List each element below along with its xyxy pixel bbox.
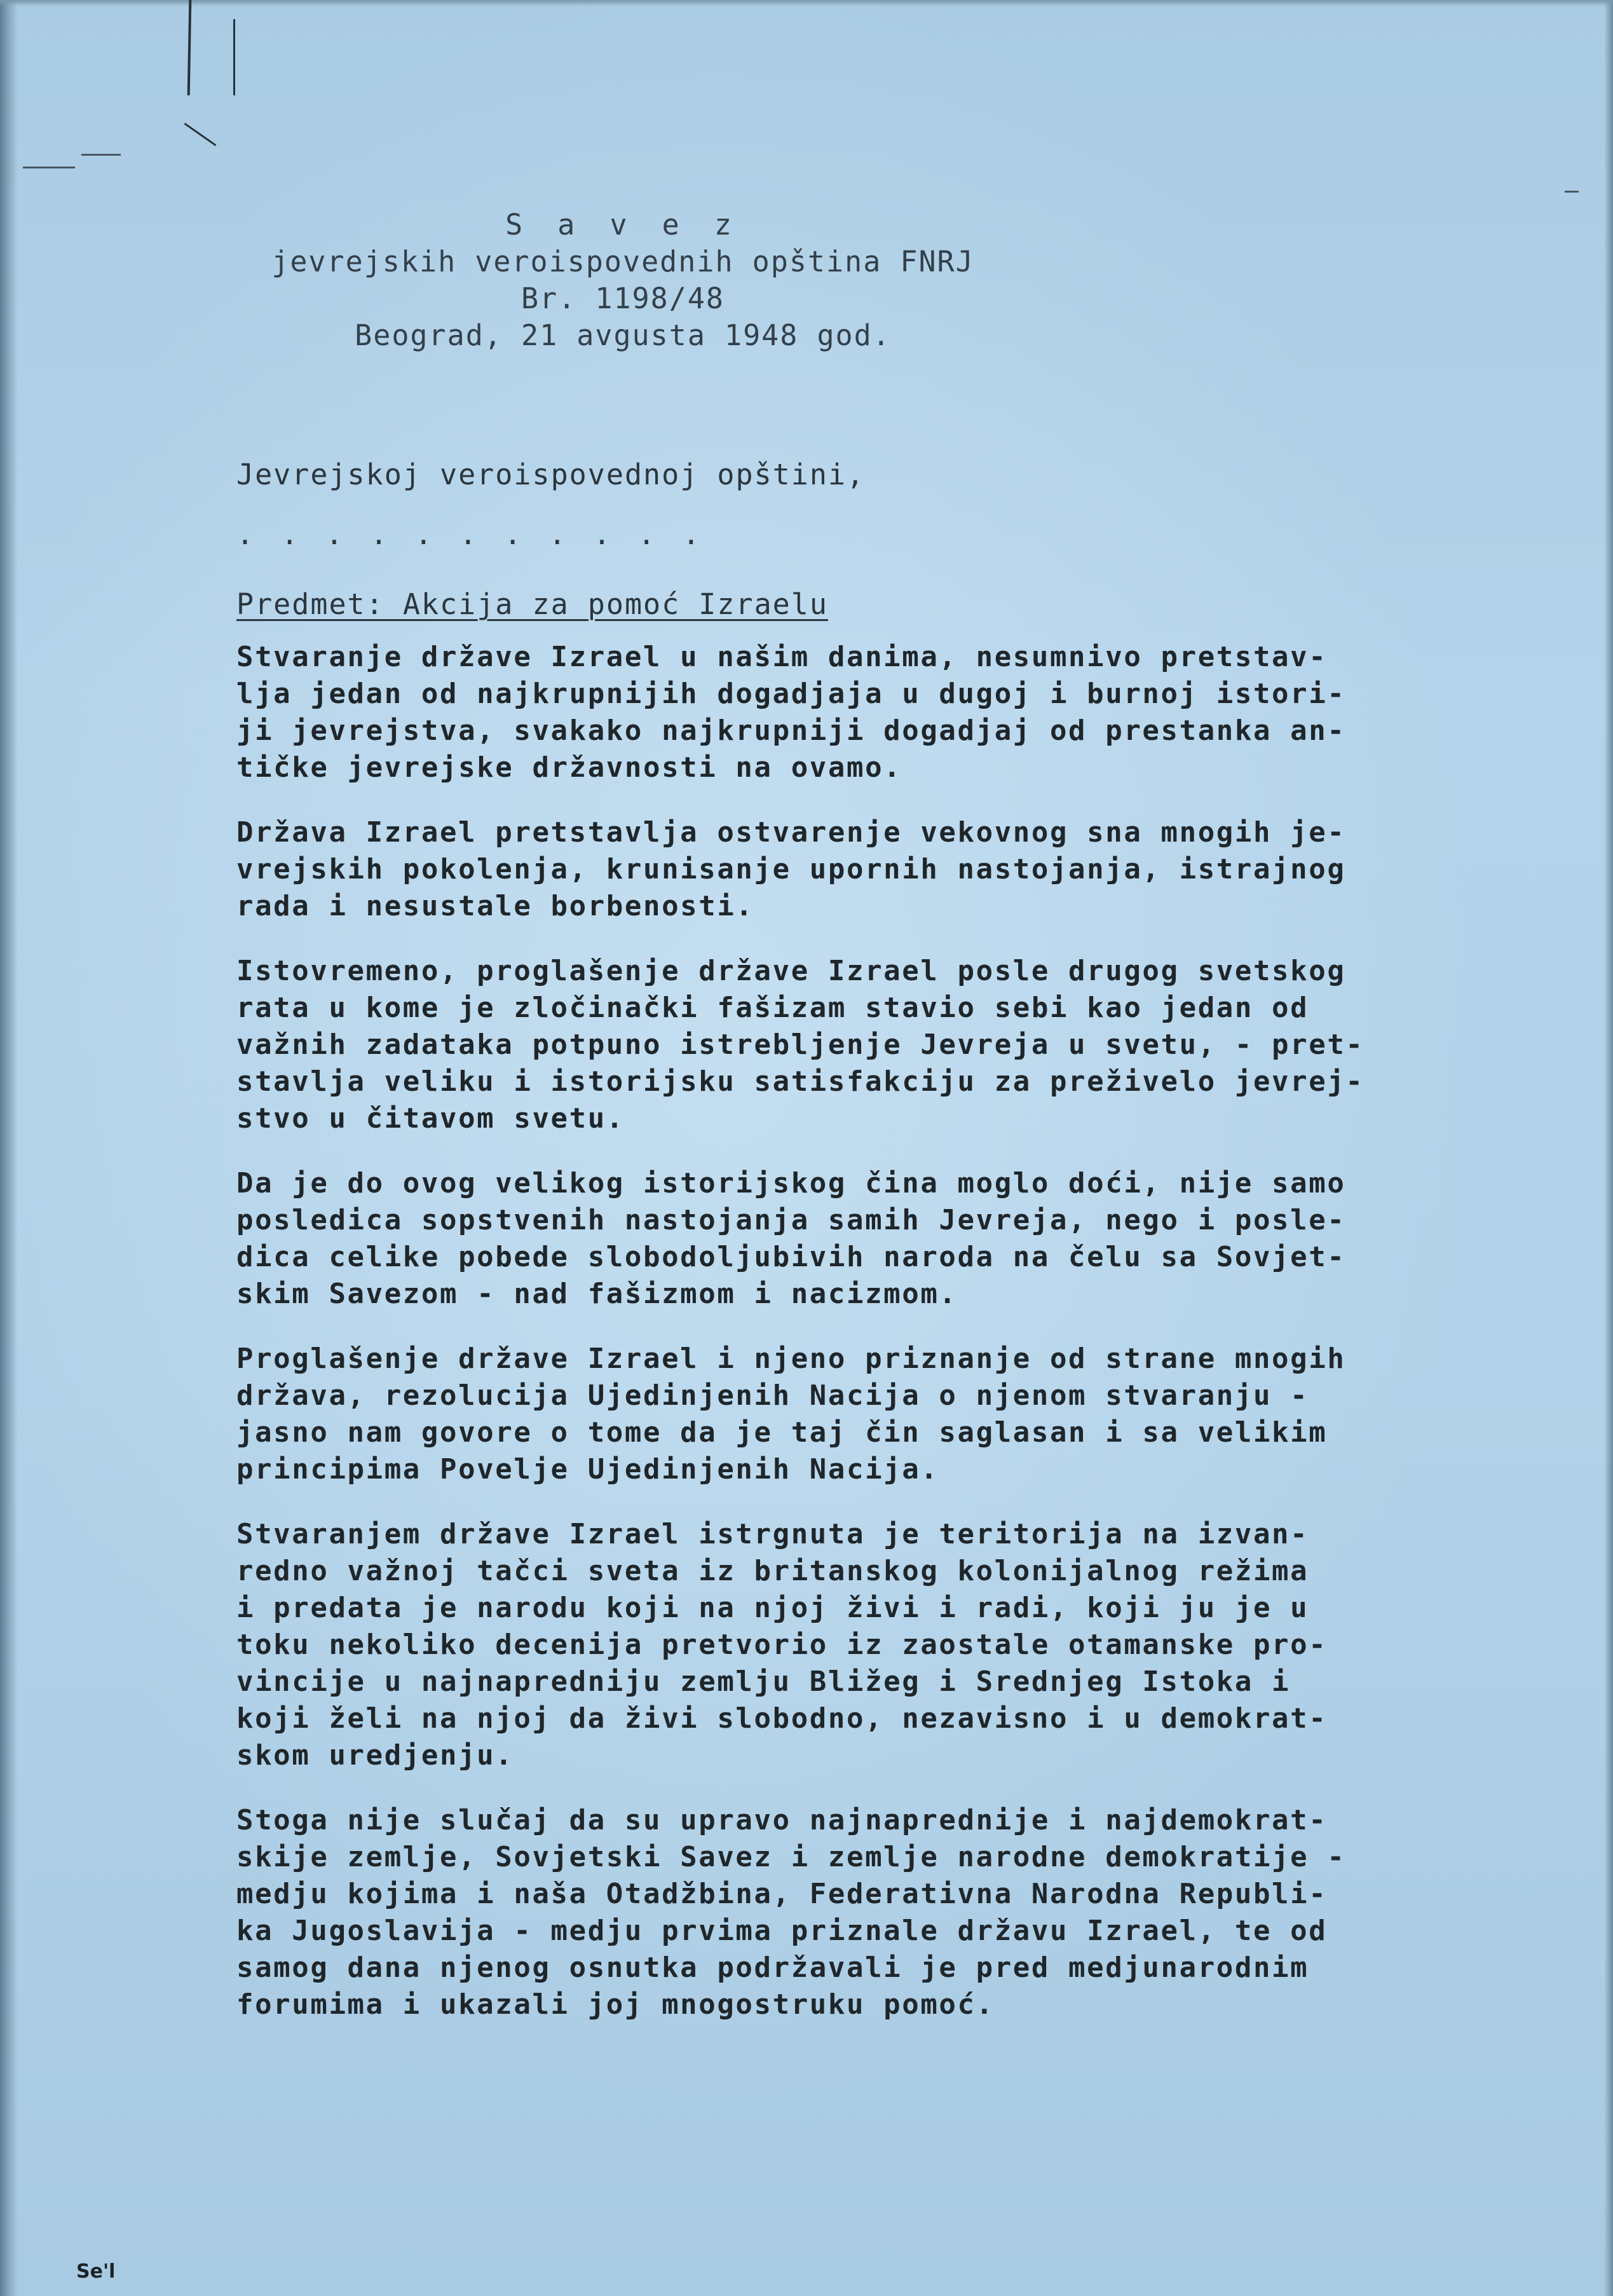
letter-header [0, 207, 1246, 354]
paragraph-1 [236, 639, 1444, 786]
paragraph-line: važnih zadataka potpuno istrebljenje Jevreja u svetu, - pret- [236, 1028, 1365, 1061]
scan-top-edge [0, 0, 1613, 6]
paragraph-line: stvo u čitavom svetu. [236, 1102, 625, 1135]
paragraph-line: skom uredjenju. [236, 1739, 514, 1772]
paragraph-line: Istovremeno, proglašenje države Izrael posle drugog svetskog [236, 955, 1346, 987]
paragraph-line: dica celike pobede slobodoljubivih naroda na čelu sa Sovjet- [236, 1241, 1346, 1273]
paragraph-line: forumima i ukazali joj mnogostruku pomoć. [236, 1988, 995, 2021]
paragraph-line: vincije u najnapredniju zemlju Bližeg i Srednjeg Istoka i [236, 1665, 1291, 1698]
scan-right-edge [1604, 0, 1613, 2296]
paragraph-line: stavlja veliku i istorijsku satisfakciju za preživelo jevrej- [236, 1065, 1365, 1098]
pencil-mark-dash-2 [81, 154, 121, 156]
subject-line: Predmet: Akcija za pomoć Izraelu [236, 587, 828, 621]
paragraph-line: vrejskih pokolenja, krunisanje upornih nastojanja, istrajnog [236, 853, 1346, 885]
paragraph-6 [236, 1516, 1444, 1774]
paragraph-line: lja jedan od najkrupnijih dogadjaja u dugoj i burnoj istori- [236, 678, 1346, 710]
paragraph-line: tičke jevrejske državnosti na ovamo. [236, 751, 902, 784]
paragraph-7 [236, 1802, 1444, 2023]
paragraph-line: država, rezolucija Ujedinjenih Nacija o njenom stvaranju - [236, 1379, 1309, 1412]
paragraph-line: skim Savezom - nad fašizmom i nacizmom. [236, 1278, 958, 1310]
paragraph-line: toku nekoliko decenija pretvorio iz zaostale otamanske pro- [236, 1629, 1328, 1661]
paragraph-4 [236, 1165, 1444, 1313]
paragraph-line: rada i nesustale borbenosti. [236, 890, 754, 922]
pencil-mark-right [1565, 191, 1579, 193]
header-organization-name: jevrejskih veroispovednih opština FNRJ [271, 245, 974, 278]
header-reference-number: Br. 1198/48 [521, 282, 725, 315]
header-organization-title: S a v e z [505, 208, 740, 242]
paragraph-line: samog dana njenog osnutka podržavali je pred medjunarodnim [236, 1951, 1309, 1984]
paragraph-line: Stvaranjem države Izrael istrgnuta je teritorija na izvan- [236, 1518, 1309, 1550]
paragraph-line: Proglašenje države Izrael i njeno priznanje od strane mnogih [236, 1343, 1346, 1375]
paragraph-line: ji jevrejstva, svakako najkrupniji dogadjaj od prestanka an- [236, 714, 1346, 747]
paragraph-line: redno važnoj tačci sveta iz britanskog kolonijalnog režima [236, 1555, 1309, 1587]
paragraph-line: medju kojima i naša Otadžbina, Federativna Narodna Republi- [236, 1878, 1328, 1910]
header-place-date: Beograd, 21 avgusta 1948 god. [355, 318, 891, 352]
paragraph-line: Da je do ovog velikog istorijskog čina moglo doći, nije samo [236, 1167, 1346, 1199]
paragraph-line: jasno nam govore o tome da je taj čin saglasan i sa velikim [236, 1416, 1328, 1449]
paragraph-line: Država Izrael pretstavlja ostvarenje vekovnog sna mnogih je- [236, 816, 1346, 849]
pencil-mark-hook [184, 123, 217, 146]
letter-body [236, 639, 1444, 2051]
addressee-dots: . . . . . . . . . . . [236, 517, 705, 551]
paragraph-line: Stvaranje države Izrael u našim danima, nesumnivo pretstav- [236, 641, 1328, 673]
paragraph-line: rata u kome je zločinački fašizam stavio sebi kao jedan od [236, 992, 1309, 1024]
paragraph-2 [236, 814, 1444, 925]
paragraph-line: Stoga nije slučaj da su upravo najnaprednije i najdemokrat- [236, 1804, 1328, 1836]
paragraph-line: ka Jugoslavija - medju prvima priznale državu Izrael, te od [236, 1915, 1328, 1947]
archive-corner-mark: Se'l [76, 2260, 116, 2283]
pencil-mark-dash [23, 167, 75, 168]
paragraph-3 [236, 953, 1444, 1137]
paragraph-line: posledica sopstvenih nastojanja samih Jevreja, nego i posle- [236, 1204, 1346, 1236]
paragraph-line: principima Povelje Ujedinjenih Nacija. [236, 1453, 939, 1486]
paragraph-line: koji želi na njoj da živi slobodno, nezavisno i u demokrat- [236, 1702, 1328, 1735]
pencil-mark-vertical [187, 0, 192, 95]
paragraph-line: i predata je narodu koji na njoj živi i radi, koji ju je u [236, 1592, 1309, 1624]
paragraph-line: skije zemlje, Sovjetski Savez i zemlje narodne demokratije - [236, 1841, 1346, 1873]
paragraph-5 [236, 1341, 1444, 1488]
pencil-mark-vertical-2 [233, 19, 235, 95]
addressee: Jevrejskoj veroispovednoj opštini, [236, 458, 866, 491]
